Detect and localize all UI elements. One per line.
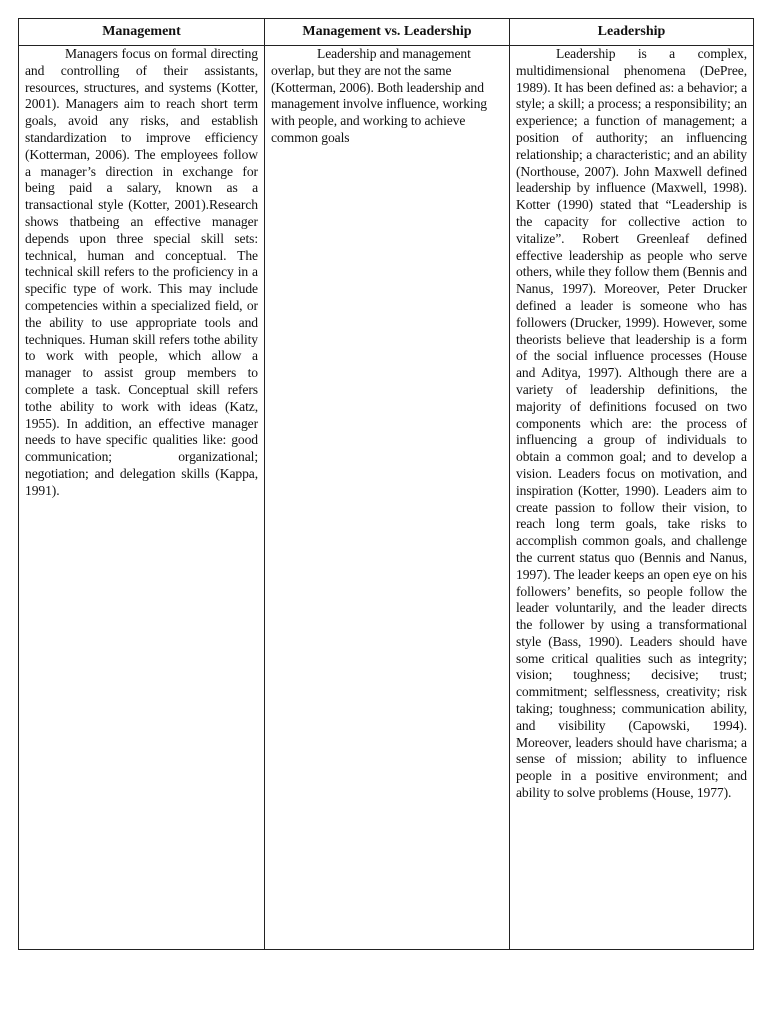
header-management-vs-leadership: Management vs. Leadership bbox=[265, 19, 510, 46]
leadership-text: Leadership is a complex, multidimensional phenomena (DePree, 1989). It has been defined as: a behavior; a style; a skill; a process; a responsibility; an experience; a function of management; a position of authority; an influencing relationship; a characteristic; and an ability (Northouse, 2007). John Maxwell defined leadership by influence (Maxwell, 1998). Kotter (1990) stated that “Leadership is the capacity for collective action to vitalize”. Robert Greenleaf defined effective leadership as people who serve others, while they follow them (Bennis and Nanus, 1997). Moreover, Peter Drucker defined a leader is someone who has followers (Drucker, 1999). However, some theorists believe that leadership is a form of the social influence processes (House and Aditya, 1997). Although there are a variety of leadership definitions, the majority of definitions focused on two components which are: the process of influencing a group of individuals to obtain a common goal; and to develop a vision. Leaders focus on motivation, and inspiration (Kotter, 1990). Leaders aim to create passion to follow their vision, to reach long term goals, take risks to accomplish common goals, and challenge the current status quo (Bennis and Nanus, 1997). The leader keeps an open eye on his followers’ benefits, so people follow the leader voluntarily, and the leader directs the follower by using a transformational style (Bass, 1990). Leaders should have some critical qualities such as integrity; vision; toughness; decisive; trust; commitment; selflessness, creativity; risk taking; toughness; communication ability, and visibility (Capowski, 1994). Moreover, leaders should have charisma; a sense of mission; ability to influence people in a positive environment; and ability to solve problems (House, 1977). bbox=[516, 46, 748, 801]
cell-management bbox=[19, 46, 265, 950]
comparison-table bbox=[18, 18, 754, 950]
cell-management-vs-leadership bbox=[265, 46, 510, 950]
table-header-row bbox=[19, 19, 754, 46]
management-text: Managers focus on formal directing and controlling of their assistants, resources, structures, and systems (Kotter, 2001). Managers aim to reach short term goals, avoid any risks, and establish standardization to improve efficiency (Kotterman, 2006). The employees follow a manager’s direction in exchange for being paid a salary, known as a transactional style (Kotter, 2001).Research shows thatbeing an effective manager depends upon three special skill sets: technical, human and conceptual. The technical skill refers to the proficiency in a specific type of work. This may include competencies within a specialized field, or the ability to use appropriate tools and techniques. Human skill refers tothe ability to work with people, which allow a manager to assist group members to complete a task. Conceptual skill refers tothe ability to work with ideas (Katz, 1955). In addition, an effective manager needs to have specific qualities like: good communication; organizational; negotiation; and delegation skills (Kappa, 1991). bbox=[25, 46, 258, 498]
header-management: Management bbox=[19, 19, 265, 46]
management-vs-leadership-text: Leadership and management overlap, but they are not the same (Kotterman, 2006). Both leadership and management involve influence, working with people, and working to achieve common goals bbox=[271, 46, 487, 145]
header-leadership: Leadership bbox=[510, 19, 754, 46]
cell-leadership bbox=[510, 46, 754, 950]
table-row bbox=[19, 46, 754, 950]
